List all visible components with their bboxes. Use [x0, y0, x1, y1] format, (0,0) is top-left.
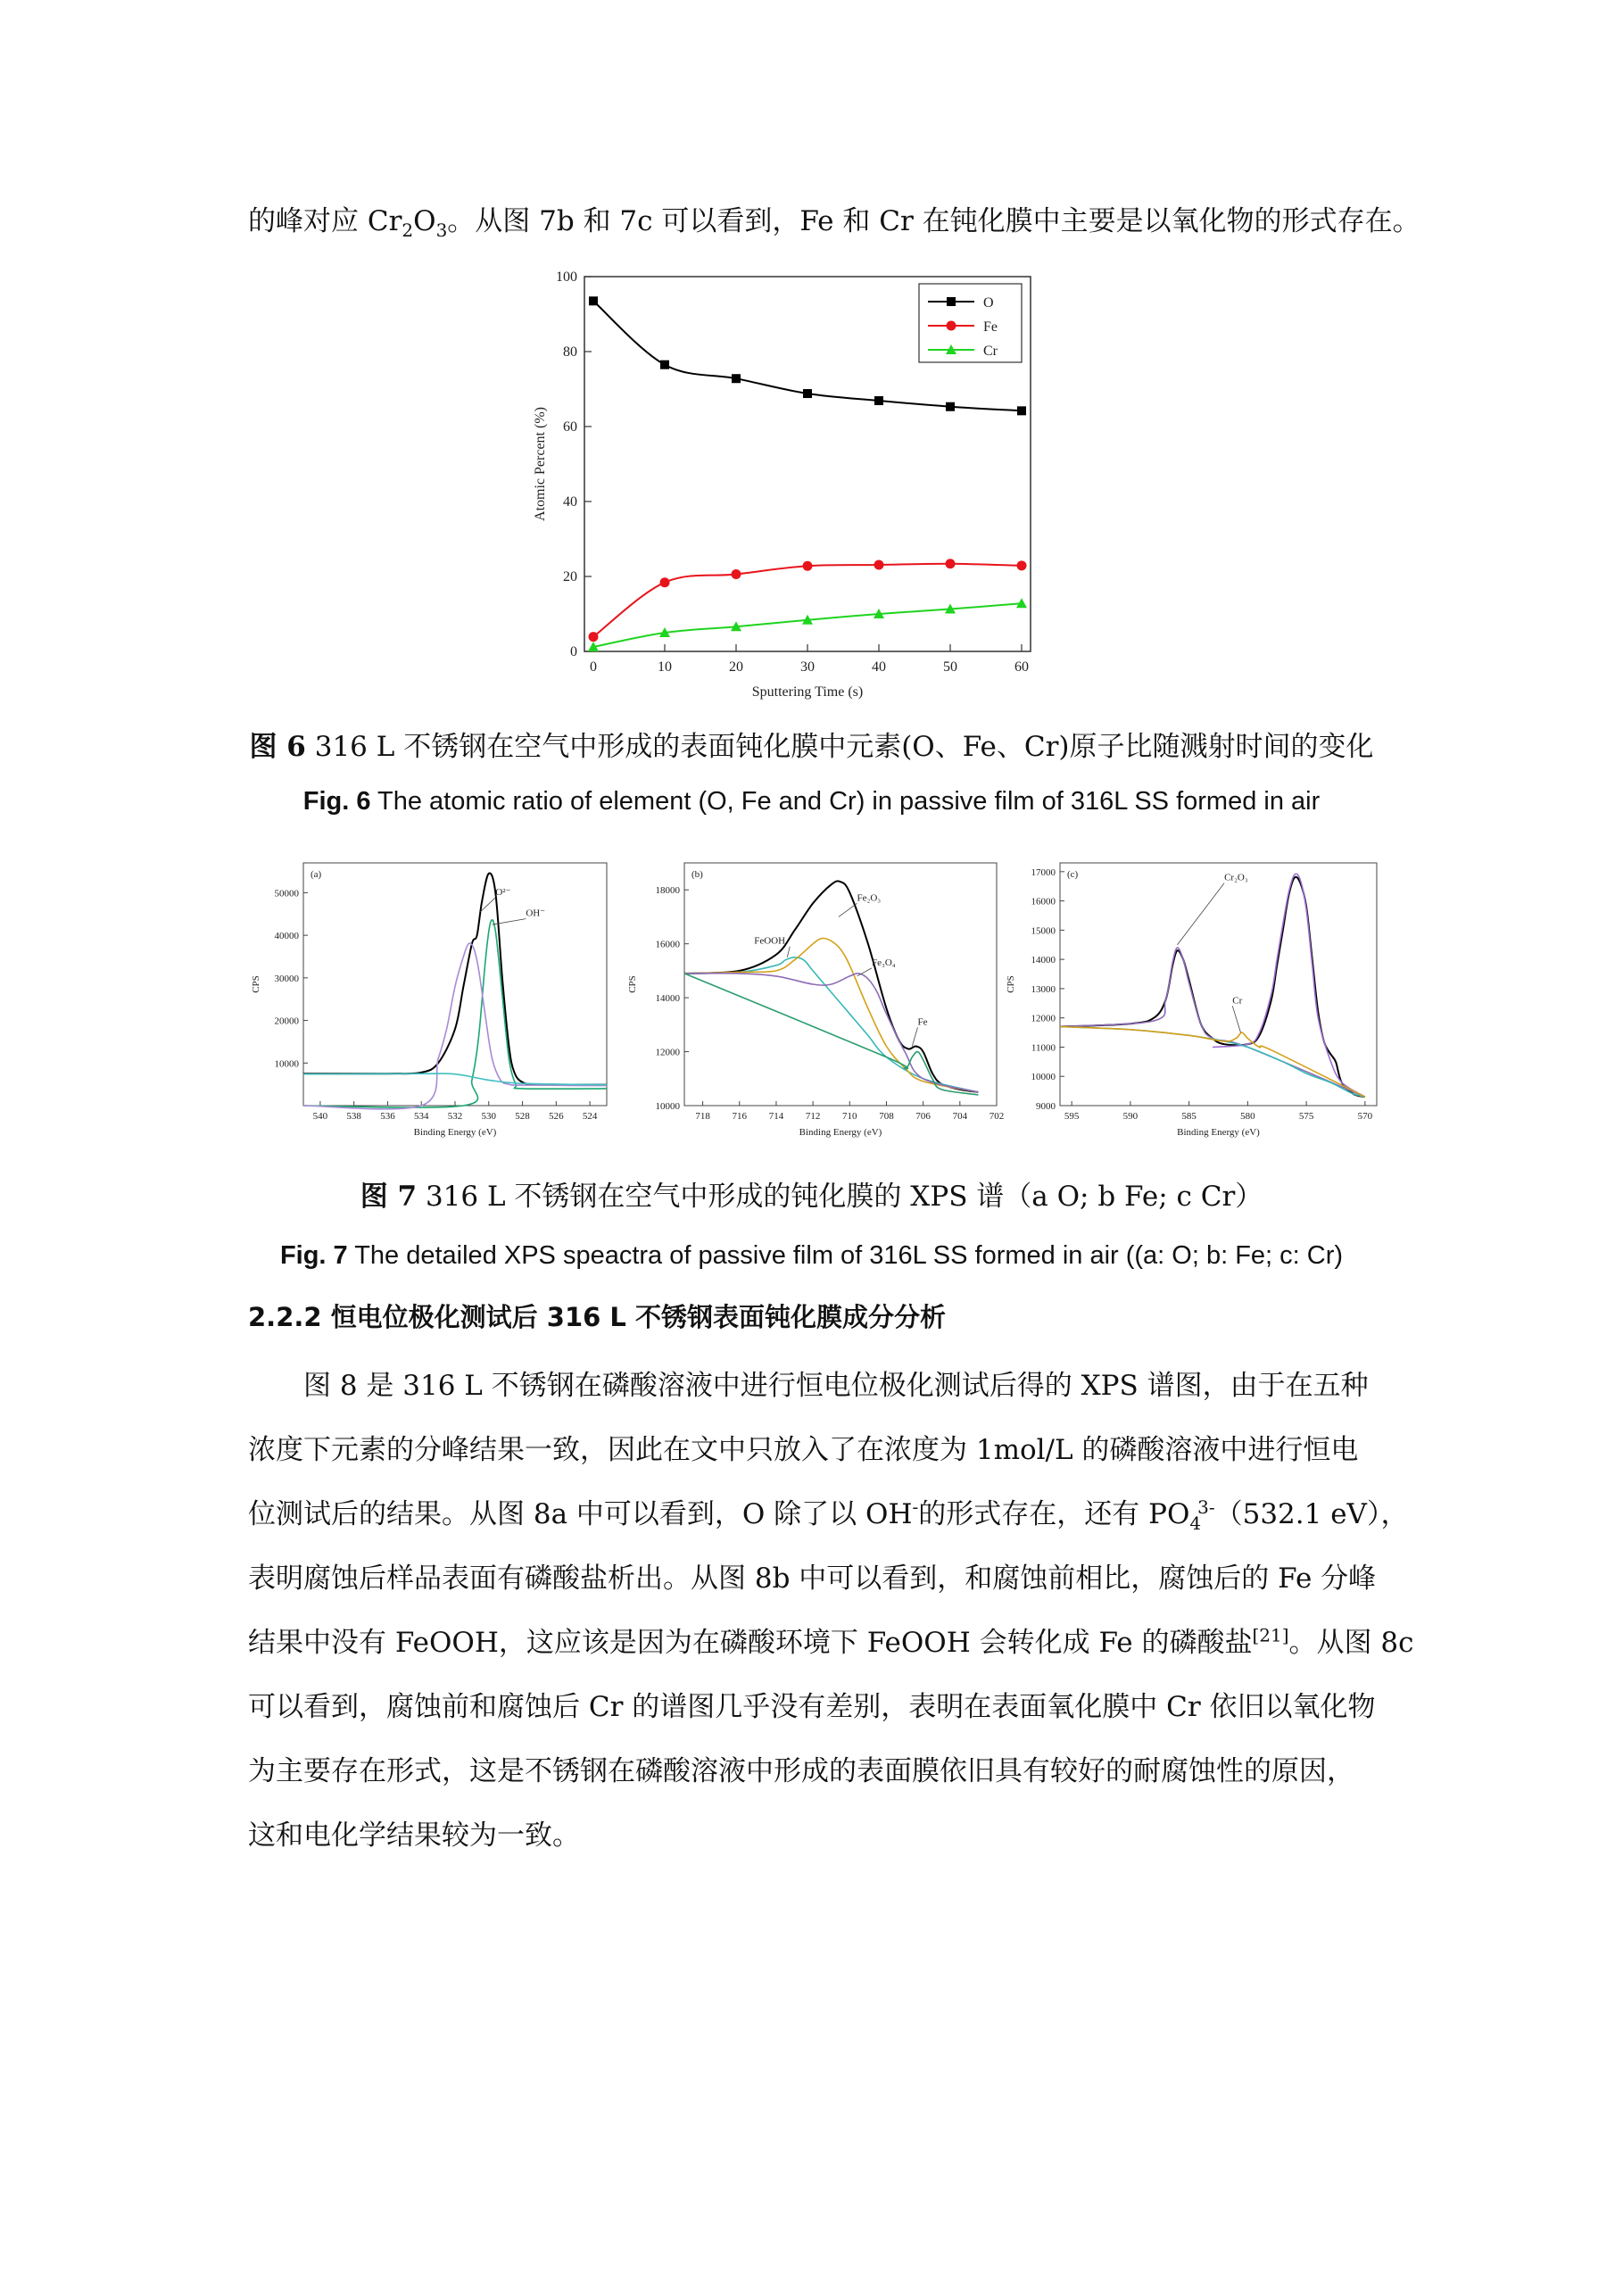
spectrum-curve: [303, 1073, 607, 1085]
x-tick-label: 20: [729, 659, 743, 675]
body-text: 的形式存在，还有 PO: [918, 1498, 1190, 1530]
body-text: 结果中没有 FeOOH，这应该是因为在磷酸环境下 FeOOH 会转化成 Fe 的磷酸盐: [248, 1627, 1253, 1659]
peak-annotation: Cr₂O₃: [1224, 872, 1248, 883]
intro-subscript: 3: [435, 220, 448, 242]
y-tick-label: 16000: [655, 939, 680, 950]
figure-6-caption-en: [0, 783, 1623, 819]
x-tick-label: 570: [1357, 1111, 1373, 1122]
x-tick-label: 712: [805, 1111, 821, 1122]
y-tick-label: 50000: [274, 888, 299, 899]
y-tick-label: 18000: [655, 885, 680, 897]
body-line-7: 为主要存在形式，这是不锈钢在磷酸溶液中形成的表面膜依旧具有较好的耐腐蚀性的原因，: [248, 1755, 1354, 1787]
annotation-leader: [1232, 1006, 1240, 1032]
caption-label: Fig. 6: [302, 787, 371, 816]
y-tick-label: 100: [556, 269, 577, 285]
y-tick-label: 10000: [1031, 1072, 1056, 1083]
figure-6-chart: [526, 263, 1151, 727]
data-point-o: [1017, 406, 1026, 415]
x-tick-label: 50: [943, 659, 957, 675]
peak-annotation: OH⁻: [526, 908, 546, 919]
data-point-o: [946, 402, 955, 411]
y-tick-label: 10000: [655, 1101, 680, 1112]
figure-7a-chart: [252, 852, 626, 1147]
legend-label: Cr: [983, 344, 998, 359]
y-tick-label: 20000: [274, 1015, 299, 1027]
x-tick-label: 528: [515, 1111, 530, 1122]
caption-text: 316 L 不锈钢在空气中形成的表面钝化膜中元素(O、Fe、Cr)原子比随溅射时间的变化: [305, 731, 1374, 763]
body-text: 位测试后的结果。从图 8a 中可以看到，O 除了以 OH: [248, 1498, 913, 1530]
data-point-o: [803, 389, 812, 398]
x-tick-label: 580: [1240, 1111, 1255, 1122]
intro-text: O: [413, 205, 436, 237]
y-tick-label: 40000: [274, 931, 299, 942]
y-tick-label: 40: [563, 494, 577, 510]
x-tick-label: 702: [989, 1111, 1005, 1122]
data-point-fe: [732, 569, 741, 579]
y-axis-label: Atomic Percent (%): [533, 407, 548, 521]
x-tick-label: 10: [658, 659, 672, 675]
data-point-fe: [803, 561, 813, 571]
y-axis-label: CPS: [1006, 975, 1016, 993]
spectrum-curve: [684, 881, 978, 1092]
citation: [21]: [1252, 1624, 1289, 1646]
body-line-5: [248, 1624, 1414, 1661]
x-tick-label: 704: [952, 1111, 968, 1122]
y-tick-label: 14000: [1031, 955, 1056, 966]
figure-7-caption-en: [0, 1238, 1623, 1273]
x-tick-label: 40: [872, 659, 886, 675]
plot-frame: [684, 863, 997, 1106]
data-point-o: [589, 296, 598, 305]
body-text: 。从图 8c: [1288, 1627, 1414, 1659]
figure-7-caption-cn: [0, 1179, 1623, 1214]
y-tick-label: 60: [563, 419, 577, 435]
y-tick-label: 12000: [655, 1047, 680, 1058]
caption-text: The atomic ratio of element (O, Fe and Cr) in passive film of 316L SS formed in air: [370, 787, 1321, 816]
x-tick-label: 30: [800, 659, 815, 675]
y-tick-label: 30000: [274, 973, 299, 984]
y-tick-label: 11000: [1031, 1042, 1056, 1054]
annotation-leader: [912, 1027, 917, 1046]
peak-annotation: Fe: [917, 1016, 928, 1028]
spectrum-curve: [303, 874, 607, 1085]
data-point-o: [874, 396, 883, 405]
y-tick-label: 13000: [1031, 983, 1056, 995]
caption-text: 316 L 不锈钢在空气中形成的钝化膜的 XPS 谱（a O; b Fe; c Cr）: [417, 1181, 1263, 1213]
x-tick-label: 595: [1064, 1111, 1080, 1122]
x-tick-label: 575: [1298, 1111, 1314, 1122]
caption-label: Fig. 7: [279, 1241, 348, 1270]
y-tick-label: 9000: [1036, 1101, 1056, 1112]
data-point-fe: [874, 559, 884, 569]
x-tick-label: 590: [1122, 1111, 1139, 1122]
x-tick-label: 532: [447, 1111, 463, 1122]
body-subscript: 4: [1189, 1513, 1202, 1535]
data-point-fe: [660, 577, 670, 587]
x-tick-label: 530: [481, 1111, 497, 1122]
panel-label: (a): [311, 869, 322, 880]
y-tick-label: 14000: [655, 993, 680, 1005]
spectrum-curve: [303, 920, 607, 1107]
intro-text: 的峰对应 Cr: [248, 205, 402, 237]
spectrum-curve: [1060, 1027, 1365, 1098]
x-tick-label: 538: [346, 1111, 361, 1122]
caption-text: The detailed XPS speactra of passive film of 316L SS formed in air ((a: O; b: Fe; c: Cr): [347, 1241, 1344, 1270]
peak-annotation: FeOOH: [754, 935, 786, 947]
x-axis-label: Binding Energy (eV): [1177, 1127, 1260, 1138]
intro-text: 。从图 7b 和 7c 可以看到，Fe 和 Cr 在钝化膜中主要是以氧化物的形式存在。: [447, 205, 1420, 237]
legend-marker: [947, 321, 956, 331]
x-tick-label: 716: [732, 1111, 748, 1122]
y-tick-label: 15000: [1031, 925, 1056, 937]
annotation-leader: [787, 947, 790, 957]
body-line-3: [248, 1496, 1409, 1535]
annotation-leader: [1177, 883, 1224, 945]
x-axis-label: Binding Energy (eV): [799, 1127, 882, 1138]
x-tick-label: 536: [380, 1111, 395, 1122]
figure-7b-chart: [629, 852, 1013, 1147]
x-tick-label: 524: [582, 1111, 598, 1122]
plot-frame: [1060, 863, 1377, 1106]
intro-paragraph: [248, 203, 1420, 242]
intro-subscript: 2: [402, 220, 414, 242]
spectrum-curve: [1060, 877, 1365, 1097]
body-line-2: 浓度下元素的分峰结果一致，因此在文中只放入了在浓度为 1mol/L 的磷酸溶液中进行恒电: [248, 1434, 1359, 1466]
x-tick-label: 708: [879, 1111, 894, 1122]
data-point-fe: [1017, 560, 1027, 570]
body-superscript: -: [912, 1496, 919, 1518]
x-tick-label: 540: [312, 1111, 328, 1122]
panel-label: (b): [691, 869, 703, 880]
y-tick-label: 17000: [1031, 866, 1056, 878]
legend-label: O: [983, 295, 994, 311]
y-tick-label: 20: [563, 569, 577, 584]
caption-label: 图 7: [360, 1181, 418, 1213]
x-tick-label: 526: [549, 1111, 564, 1122]
x-axis-label: Sputtering Time (s): [751, 684, 864, 700]
x-tick-label: 714: [768, 1111, 784, 1122]
section-heading: 2.2.2 恒电位极化测试后 316 L 不锈钢表面钝化膜成分分析: [248, 1302, 946, 1332]
data-point-o: [660, 361, 669, 369]
peak-annotation: Fe₂O₃: [857, 892, 882, 904]
x-tick-label: 706: [915, 1111, 931, 1122]
x-axis-label: Binding Energy (eV): [413, 1127, 497, 1138]
y-tick-label: 80: [563, 344, 577, 360]
x-tick-label: 534: [413, 1111, 429, 1122]
y-tick-label: 16000: [1031, 896, 1056, 908]
figure-6-caption-cn: [0, 729, 1623, 765]
data-point-o: [732, 374, 741, 383]
x-tick-label: 718: [695, 1111, 710, 1122]
y-tick-label: 12000: [1031, 1013, 1056, 1024]
y-axis-label: CPS: [251, 975, 261, 993]
panel-label: (c): [1067, 869, 1079, 880]
body-text: （532.1 eV），: [1214, 1498, 1409, 1530]
figure-7c-chart: [1008, 852, 1392, 1147]
data-point-fe: [589, 632, 599, 642]
body-line-1: 图 8 是 316 L 不锈钢在磷酸溶液中进行恒电位极化测试后得的 XPS 谱图，由于在五种: [303, 1370, 1369, 1402]
legend-label: Fe: [983, 319, 998, 335]
peak-annotation: Fe₃O₄: [872, 957, 896, 968]
x-tick-label: 60: [1014, 659, 1029, 675]
caption-label: 图 6: [249, 731, 306, 763]
peak-annotation: O²⁻: [495, 886, 511, 898]
data-point-fe: [946, 559, 956, 568]
body-line-6: 可以看到，腐蚀前和腐蚀后 Cr 的谱图几乎没有差别，表明在表面氧化膜中 Cr 依旧以氧化物: [248, 1691, 1376, 1723]
body-line-4: 表明腐蚀后样品表面有磷酸盐析出。从图 8b 中可以看到，和腐蚀前相比，腐蚀后的 Fe 分峰: [248, 1562, 1377, 1595]
y-axis-label: CPS: [627, 975, 638, 993]
x-tick-label: 585: [1181, 1111, 1197, 1122]
spectrum-curve: [684, 957, 978, 1092]
legend-marker: [947, 297, 956, 306]
series-line-cr: [593, 603, 1022, 647]
y-tick-label: 10000: [274, 1058, 299, 1070]
series-line-fe: [593, 564, 1022, 637]
spectrum-curve: [684, 939, 978, 1092]
y-tick-label: 0: [570, 644, 577, 659]
x-tick-label: 710: [842, 1111, 857, 1122]
body-superscript: 3-: [1197, 1496, 1215, 1518]
annotation-leader: [839, 903, 857, 916]
body-line-8: 这和电化学结果较为一致。: [248, 1819, 580, 1852]
x-tick-label: 0: [590, 659, 597, 675]
spectrum-curve: [1060, 1027, 1365, 1098]
peak-annotation: Cr: [1232, 995, 1243, 1007]
